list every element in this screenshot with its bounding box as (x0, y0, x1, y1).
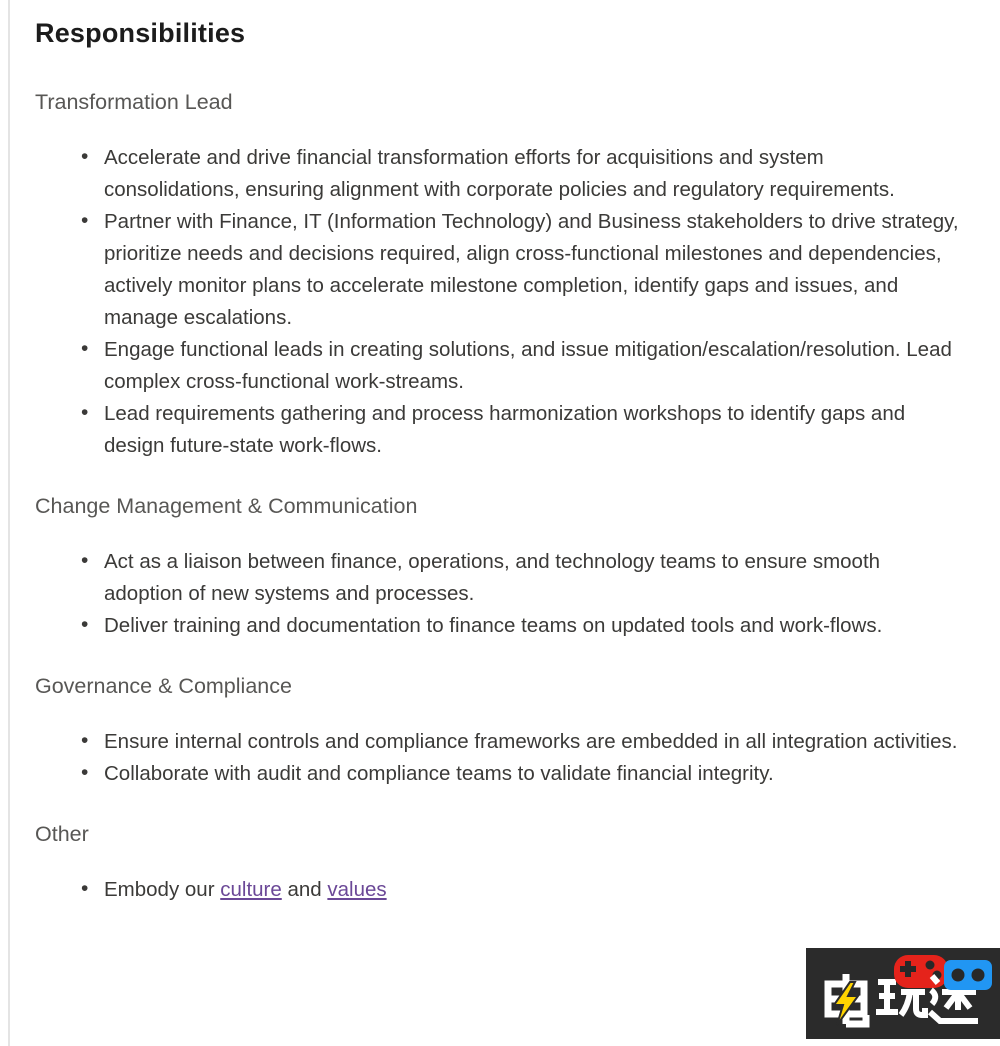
bullet-item: • Deliver training and documentation to finance teams on updated tools and work-flows. (104, 610, 960, 642)
gamepad-icon (894, 955, 948, 988)
section-heading-transformation-lead: Transformation Lead (35, 90, 233, 114)
bullet-item: • Lead requirements gathering and process harmonization workshops to identify gaps and design future-state work-flows. (104, 398, 960, 462)
section-heading-governance-compliance: Governance & Compliance (35, 674, 292, 698)
section-heading-other: Other (35, 822, 89, 846)
goggles-body (944, 960, 992, 990)
section-governance-compliance (35, 672, 960, 790)
bullet-item: • Embody our culture and values (104, 874, 960, 906)
bullet-list-transformation-lead (35, 142, 960, 462)
watermark-svg (806, 948, 1000, 1039)
watermark-logo (806, 948, 1000, 1039)
section-heading-change-management-communication: Change Management & Communication (35, 494, 418, 518)
page-left-border (8, 0, 10, 1046)
section-other (35, 820, 960, 906)
page-title: Responsibilities (35, 18, 246, 48)
watermark-char-dian (828, 974, 866, 1025)
culture-link[interactable]: culture (220, 878, 282, 901)
bullet-item: • Collaborate with audit and compliance teams to validate financial integrity. (104, 758, 960, 790)
bullet-item: • Ensure internal controls and compliance frameworks are embedded in all integration activities. (104, 726, 960, 758)
bullet-item: • Engage functional leads in creating solutions, and issue mitigation/escalation/resolution. Lead complex cross-functional work-streams. (104, 334, 960, 398)
vr-goggles-icon (944, 960, 992, 990)
section-transformation-lead (35, 88, 960, 462)
bullet-item: • Act as a liaison between finance, operations, and technology teams to ensure smooth adoption of new systems and processes. (104, 546, 960, 610)
goggles-eye (952, 969, 965, 982)
bullet-list-change-management-communication (35, 546, 960, 642)
gamepad-button (926, 961, 935, 970)
section-change-management-communication (35, 492, 960, 642)
bullet-list-other (35, 874, 960, 906)
goggles-eye (972, 969, 985, 982)
responsibilities-content (35, 88, 960, 906)
bullet-list-governance-compliance (35, 726, 960, 790)
values-link[interactable]: values (327, 878, 387, 901)
bullet-item: • Partner with Finance, IT (Information Technology) and Business stakeholders to drive strategy, prioritize needs and decisions required, align cross-functional milestones and dependencies, actively monitor plans to accelerate milestone completion, identify gaps and issues, and manage escalations. (104, 206, 960, 334)
bullet-item: • Accelerate and drive financial transformation efforts for acquisitions and system consolidations, ensuring alignment with corporate policies and regulatory requirements. (104, 142, 960, 206)
